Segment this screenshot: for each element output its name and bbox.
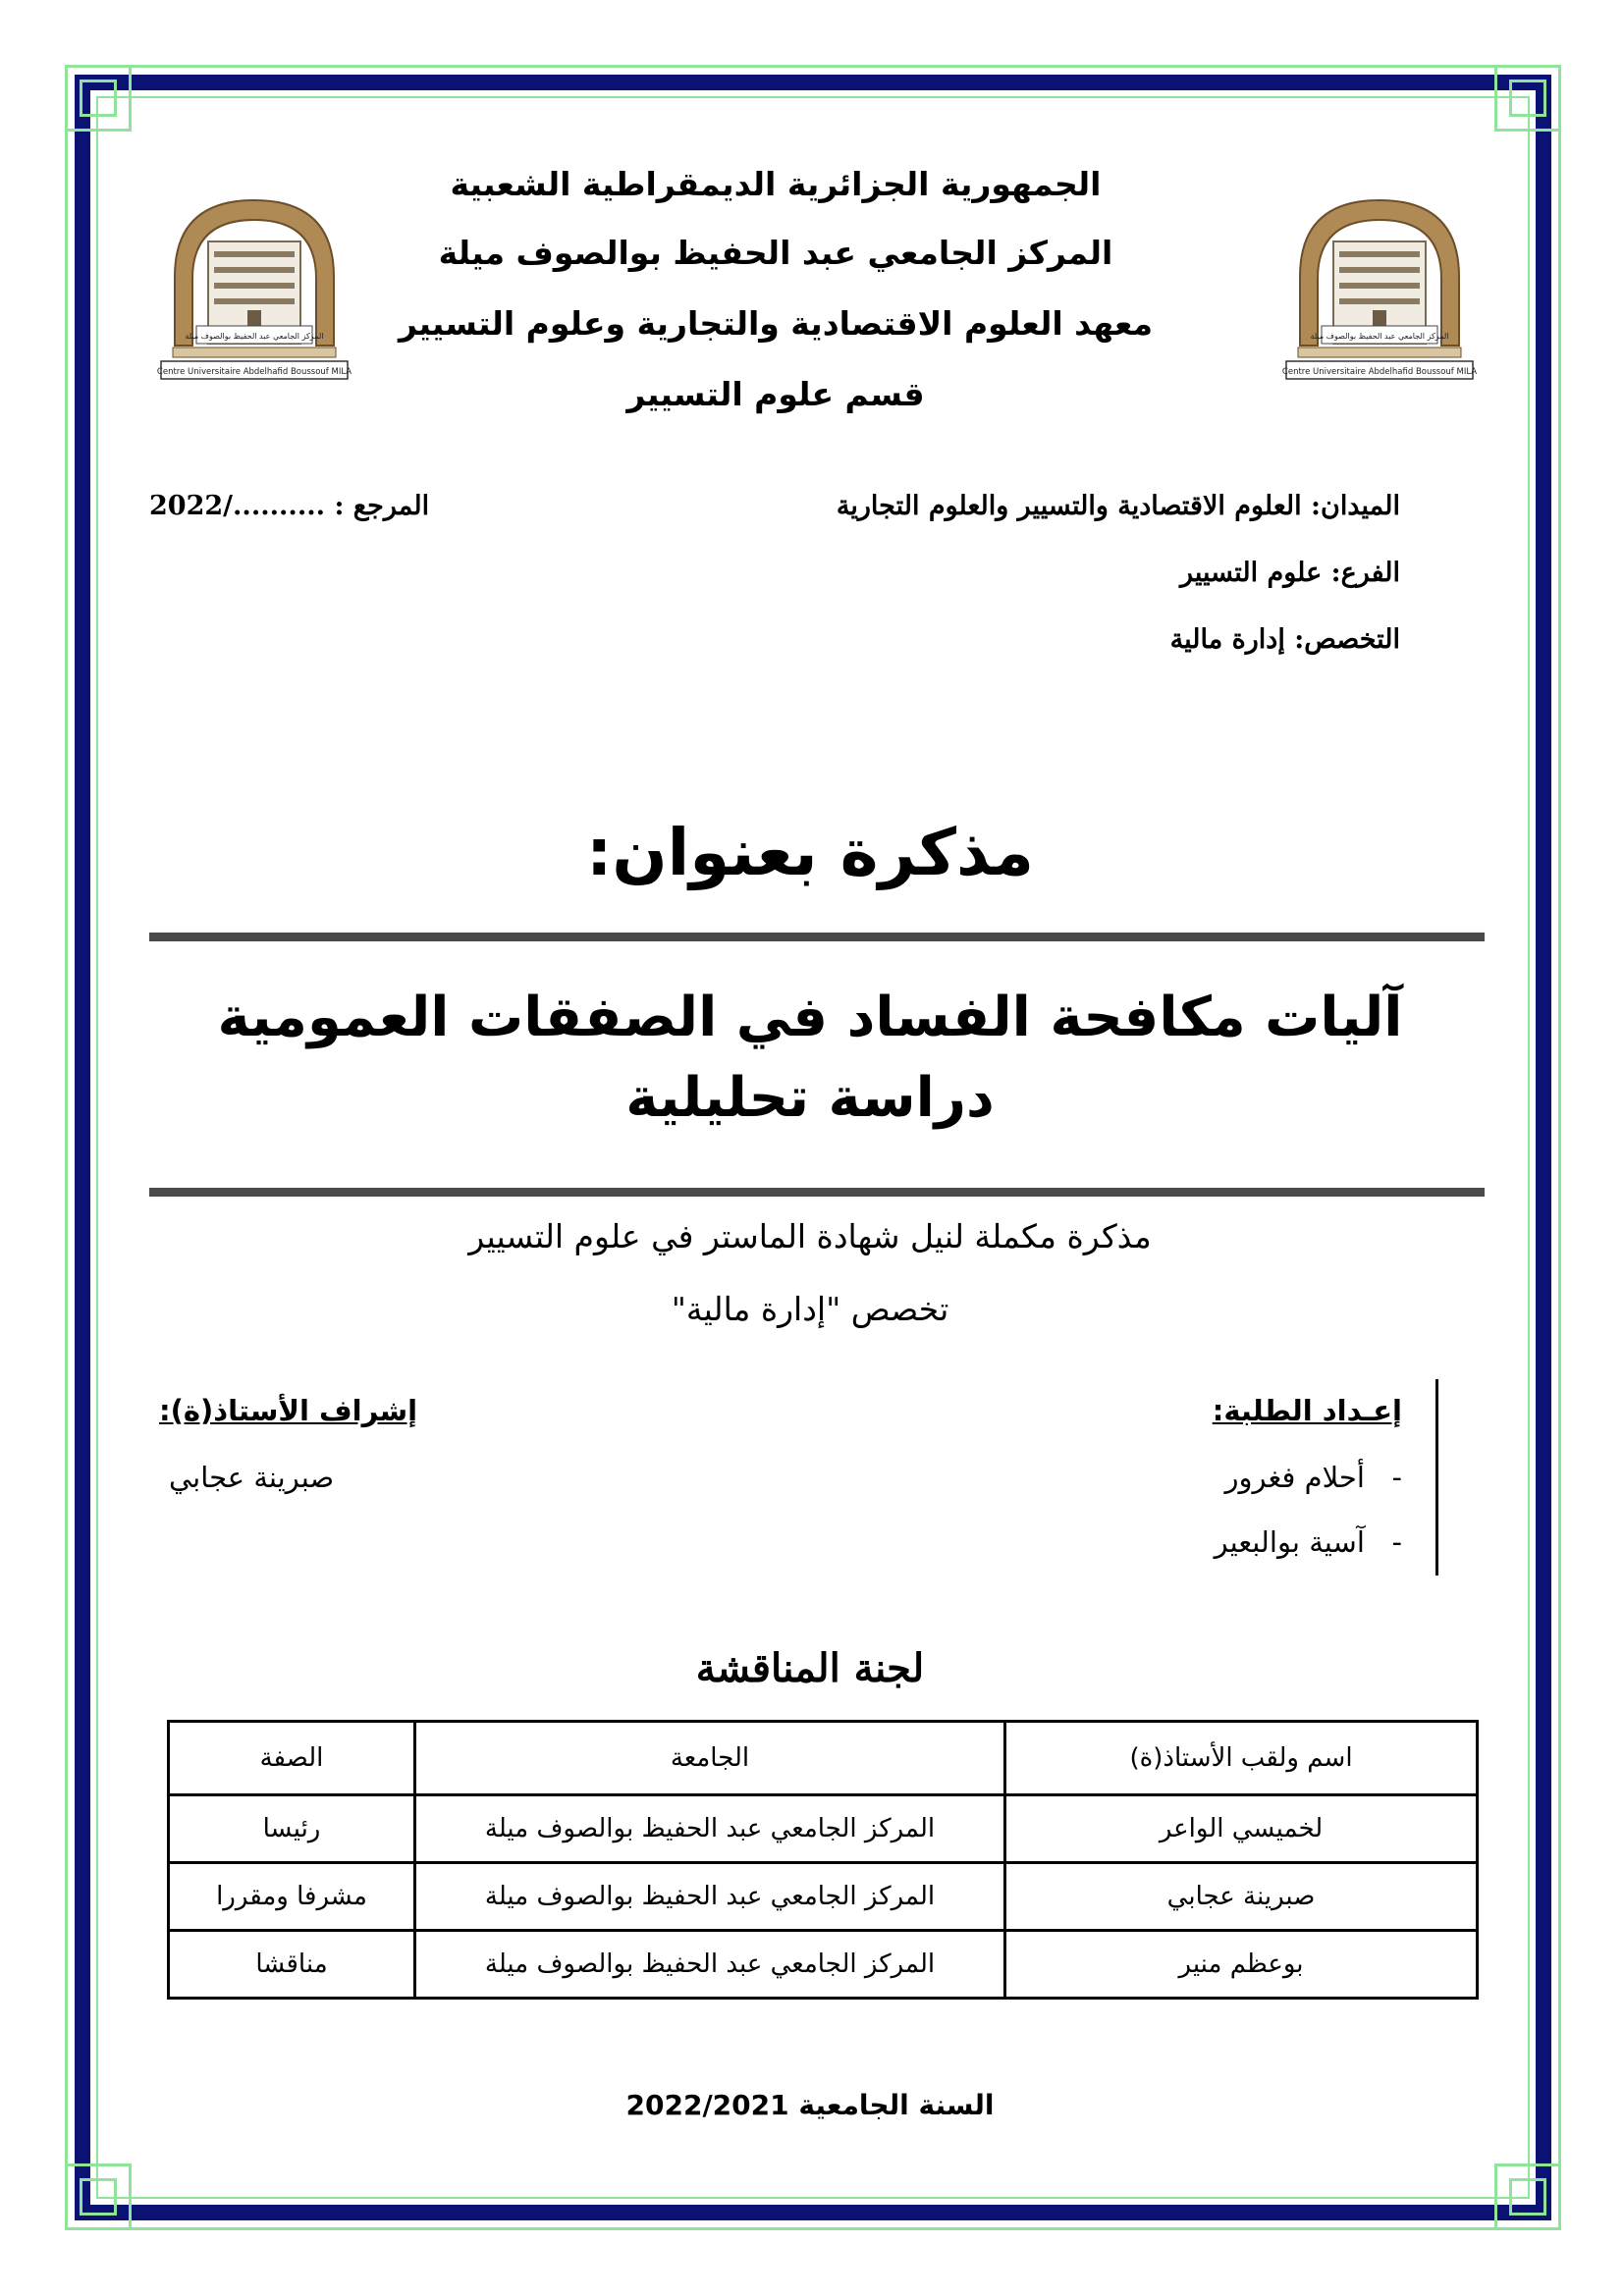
thesis-title-line2: دراسة تحليلية (625, 1066, 995, 1130)
svg-text:المركز الجامعي عبد الحفيظ بوال: المركز الجامعي عبد الحفيظ بوالصوف ميلة (1310, 332, 1449, 341)
list-dash: - (1391, 1525, 1402, 1559)
university-logo-right (1282, 188, 1477, 381)
table-row (169, 1863, 1478, 1931)
thesis-title-line1: آليات مكافحة الفساد في الصفقات العمومية (217, 986, 1403, 1049)
svg-text:المركز الجامعي عبد الحفيظ بوال: المركز الجامعي عبد الحفيظ بوالصوف ميلة (185, 332, 324, 341)
reference-label: المرجع : (334, 491, 430, 521)
committee-title: لجنة المناقشة (695, 1645, 925, 1691)
student-name: أحلام فغرور (1224, 1461, 1365, 1494)
field-line (837, 491, 1400, 521)
column-header-university: الجامعة (415, 1722, 1005, 1795)
university-logo-left (157, 188, 352, 381)
svg-text:Centre Universitaire Abdelhafi: Centre Universitaire Abdelhafid Boussouf MILA (1282, 367, 1477, 377)
member-name: صبرينة عجابي (1005, 1863, 1478, 1931)
corner-ornament-top-left (65, 65, 132, 132)
list-dash: - (1391, 1461, 1402, 1494)
institute-name: معهد العلوم الاقتصادية والتجارية وعلوم التسيير (398, 304, 1154, 343)
academic-year: السنة الجامعية 2022/2021 (625, 2089, 995, 2121)
member-role: مشرفا ومقررا (169, 1863, 415, 1931)
top-title-rule (149, 933, 1485, 941)
specialty-value: إدارة مالية (1169, 624, 1285, 655)
member-name: بوعظم منير (1005, 1931, 1478, 1999)
specialty-label: التخصص: (1294, 624, 1400, 655)
student-name: آسية بوالبعير (1214, 1525, 1365, 1559)
university-building-icon (1282, 188, 1477, 381)
memo-heading: مذكرة بعنوان: (585, 815, 1035, 890)
member-role: رئيسا (169, 1795, 415, 1863)
bottom-title-rule (149, 1188, 1485, 1197)
field-value: العلوم الاقتصادية والتسيير والعلوم التجارية (836, 491, 1302, 521)
republic-name: الجمهورية الجزائرية الديمقراطية الشعبية (450, 165, 1102, 203)
degree-line: مذكرة مكملة لنيل شهادة الماستر في علوم التسيير (468, 1217, 1152, 1255)
field-label: الميدان: (1311, 491, 1400, 521)
university-building-icon (157, 188, 352, 381)
branch-label: الفرع: (1330, 558, 1400, 588)
students-label: إعـداد الطلبة: (1212, 1394, 1402, 1427)
reference-value: ........../2022 (149, 491, 326, 521)
students-vertical-bar (1435, 1379, 1438, 1575)
member-name: لخميسي الواعر (1005, 1795, 1478, 1863)
member-university: المركز الجامعي عبد الحفيظ بوالصوف ميلة (415, 1931, 1005, 1999)
specialty-line (1170, 624, 1400, 655)
corner-ornament-bottom-left (65, 2163, 132, 2230)
supervisor-label: إشراف الأستاذ(ة): (159, 1394, 418, 1427)
column-header-name: اسم ولقب الأستاذ(ة) (1005, 1722, 1478, 1795)
supervisor-name: صبرينة عجابي (169, 1461, 335, 1494)
corner-ornament-top-right (1494, 65, 1561, 132)
student-item (1215, 1525, 1402, 1559)
reference-line (149, 491, 429, 521)
department-name: قسم علوم التسيير (626, 375, 925, 413)
specialty-subtitle: تخصص "إدارة مالية" (671, 1290, 949, 1328)
student-item (1225, 1461, 1402, 1494)
branch-line (1180, 558, 1400, 588)
table-header-row (169, 1722, 1478, 1795)
svg-text:Centre Universitaire Abdelhafi: Centre Universitaire Abdelhafid Boussouf MILA (157, 367, 352, 377)
column-header-role: الصفة (169, 1722, 415, 1795)
committee-table (167, 1720, 1479, 2000)
corner-ornament-bottom-right (1494, 2163, 1561, 2230)
member-role: مناقشا (169, 1931, 415, 1999)
table-row (169, 1795, 1478, 1863)
branch-value: علوم التسيير (1179, 558, 1323, 588)
member-university: المركز الجامعي عبد الحفيظ بوالصوف ميلة (415, 1795, 1005, 1863)
table-row (169, 1931, 1478, 1999)
university-center-name: المركز الجامعي عبد الحفيظ بوالصوف ميلة (438, 234, 1113, 272)
member-university: المركز الجامعي عبد الحفيظ بوالصوف ميلة (415, 1863, 1005, 1931)
